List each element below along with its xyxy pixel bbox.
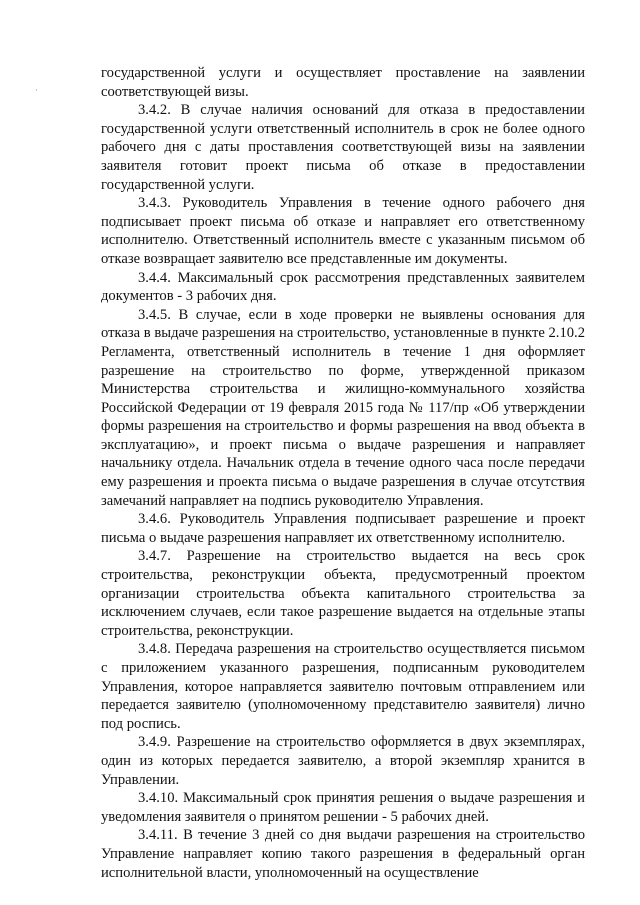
paragraph-continuation: государственной услуги и осуществляет проставление на заявлении соответствующей визы. [101,65,585,100]
paragraph-3-4-9: 3.4.9. Разрешение на строительство оформляется в двух экземплярах, один из которых передается заявителю, а второй экземпляр хранится в Управлении. [101,734,585,788]
document-page [101,64,585,882]
paragraph-3-4-6: 3.4.6. Руководитель Управления подписывает разрешение и проект письма о выдаче разрешения направляет их ответственному исполнителю. [101,511,585,546]
paragraph-3-4-2: 3.4.2. В случае наличия оснований для отказа в предоставлении государственной услуги ответственный исполнитель в срок не более одного рабочего дня с даты проставления соответствующей визы на заявлении заявителя готовит проект письма об отказе в предоставлении государственной услуги. [101,102,585,193]
paragraph-3-4-7: 3.4.7. Разрешение на строительство выдается на весь срок строительства, реконструкции объекта, предусмотренный проектом организации строительства объекта капитального строительства за исключением случаев, если такое разрешение выдается на отдельные этапы строительства, реконструкции. [101,548,585,639]
margin-mark: · [35,85,38,95]
paragraph-3-4-8: 3.4.8. Передача разрешения на строительство осуществляется письмом с приложением указанного разрешения, подписанным руководителем Управления, которое направляется заявителю почтовым отправлением или передается заявителю (уполномоченному представителю заявителя) лично под роспись. [101,641,585,732]
paragraph-3-4-10: 3.4.10. Максимальный срок принятия решения о выдаче разрешения и уведомления заявителя о принятом решении - 5 рабочих дней. [101,790,585,825]
paragraph-3-4-3: 3.4.3. Руководитель Управления в течение одного рабочего дня подписывает проект письма об отказе и направляет его ответственному исполнителю. Ответственный исполнитель вместе с указанным письмом об отказе возвращает заявителю все представленные им документы. [101,195,585,267]
paragraph-3-4-4: 3.4.4. Максимальный срок рассмотрения представленных заявителем документов - 3 рабочих дня. [101,269,585,305]
paragraph-3-4-11: 3.4.11. В течение 3 дней со дня выдачи разрешения на строительство Управление направляет копию такого разрешения в федеральный орган исполнительной власти, уполномоченный на осуществление [101,827,585,881]
paragraph-3-4-5: 3.4.5. В случае, если в ходе проверки не выявлены основания для отказа в выдаче разрешения на строительство, установленные в пункте 2.10.2 Регламента, ответственный исполнитель в течение 1 дня оформляет разрешение на строительство по форме, утвержденной приказом Министерства строительства и жилищно-коммунального хозяйства Российской Федерации от 19 февраля 2015 года № 117/пр «Об утверждении формы разрешения на строительство и формы разрешения на ввод объекта в эксплуатацию», и проект письма о выдаче разрешения и направляет начальнику отдела. Начальник отдела в течение одного часа после передачи ему разрешения и проекта письма о выдаче разрешения в случае отсутствия замечаний направляет на подпись руководителю Управления. [101,306,585,509]
